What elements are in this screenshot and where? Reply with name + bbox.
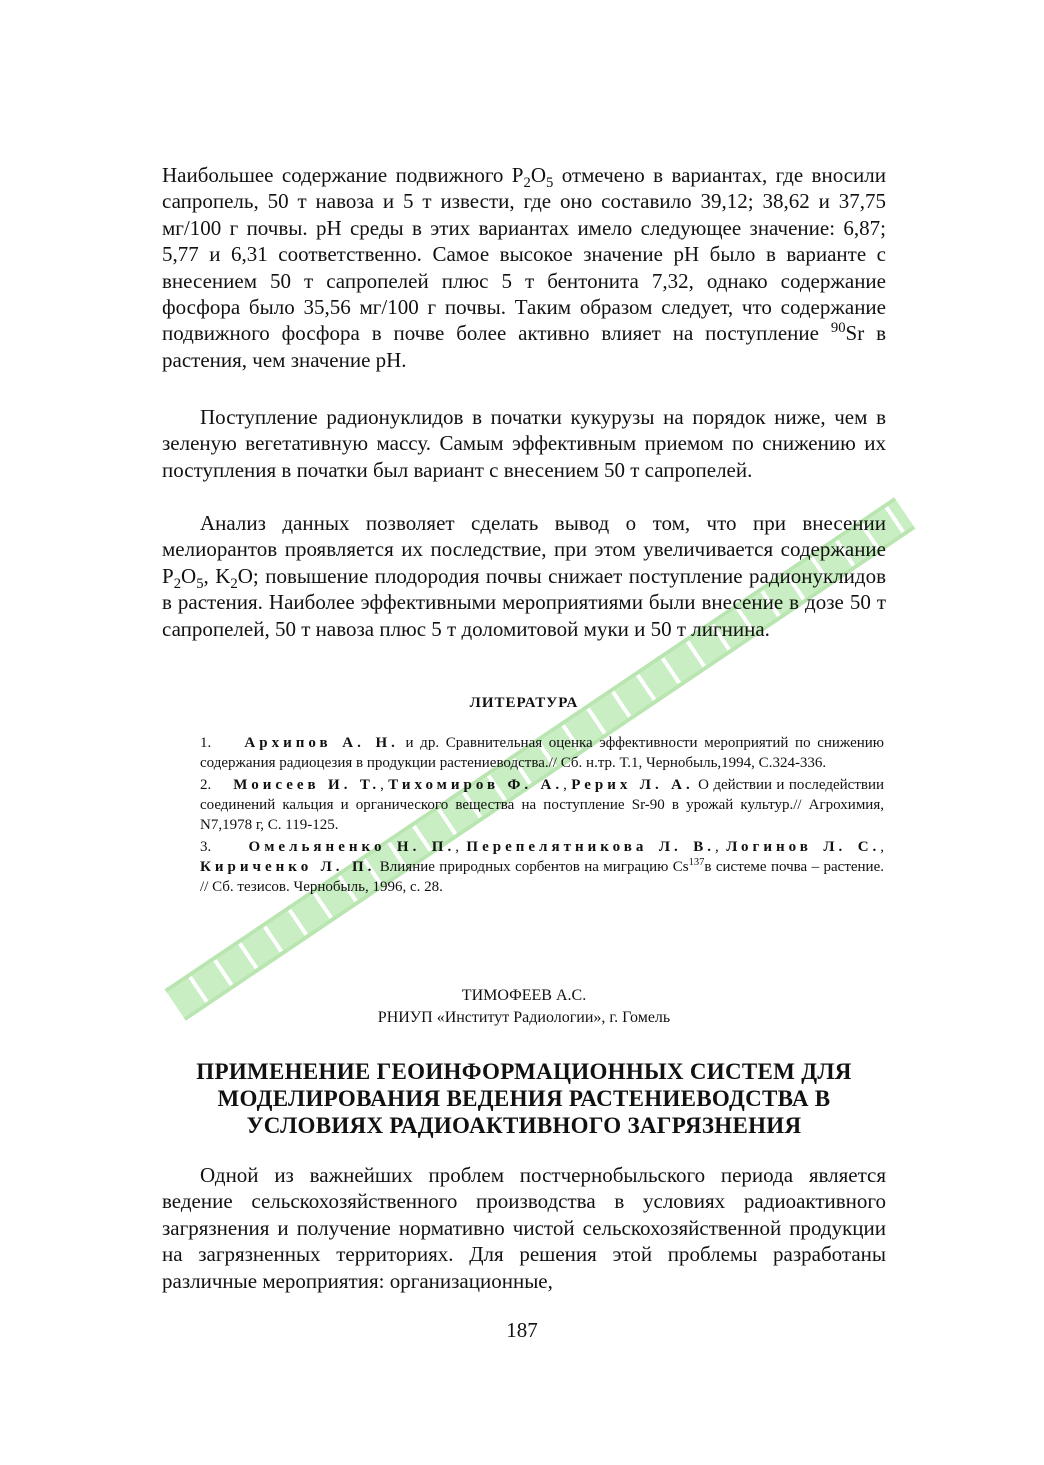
paragraph-2: Поступление радионуклидов в початки кукурузы на порядок ниже, чем в зеленую вегетативную массу. Самым эффективным приемом по снижению их поступления в початки был вариант с внесением 50 т сапропелей. [162,405,886,482]
p3-text-a: Анализ данных позволяет сделать вывод о том, что при внесении мелиорантов проявляется их последствие, при этом увеличивается содержание P [162,511,886,588]
p1-text-b: O [530,163,546,187]
reference-item-2: 2. Моисеев И. Т., Тихомиров Ф. А., Рерих Л. А. О действии и последействии соединений кальция и органического вещества на поступление Sr-90 в урожай культур.// Агрохимия, N7,1978 г, С. 119-125. [200,777,885,833]
author-block [162,985,886,1029]
references-list [200,733,884,899]
p3-sub-5: 5 [196,576,204,592]
references-heading: ЛИТЕРАТУРА [469,695,579,711]
paragraph-4: Одной из важнейших проблем постчернобыльского периода является ведение сельскохозяйственного производства в условиях радиоактивного загрязнения и получение нормативно чистой сельскохозяйственной продукции на загрязненных территориях. Для решения этой проблемы разработаны различные мероприятия: организационные, [162,1163,886,1293]
p1-sub-2: 2 [523,175,531,192]
p3-text-d: O; повышение плодородия почвы снижает поступление радионуклидов в растения. Наиболее эффективными мероприятиями были внесение в дозе 50 т сапропелей, 50 т навоза плюс 5 т доломитовой муки и 50 т лигнина. [162,563,886,641]
p1-text-c: отмечено в вариантах, где вносили сапропель, 50 т навоза и 5 т извести, где оно составило 39,12; 38,62 и 37,75 мг/100 г почвы. pH среды в этих вариантах имело следующее значение: 6,87; 5,77 и 6,31 соответственно. Самое высокое значение pH было в варианте с внесением 50 т сапропелей плюс 5 т бентонита 7,32, однако содержание фосфора было 35,56 мг/100 г почвы. Таким образом следует, что содержание подвижного фосфора в почве более активно влияет на поступление [162,163,887,346]
p3-sub-2: 2 [173,576,182,592]
reference-item-3: 3. Омельяненко Н. П., Перепелятникова Л. В., Логинов Л. С., Кириченко Л. П. Влияние природных сорбентов на миграцию Cs$^{137}$в системе почва – растение. // Сб. тезисов. Чернобыль, 1996, с. 28. [200,839,885,895]
p1-sup-90: 90 [830,320,846,337]
author-affiliation: РНИУП «Институт Радиологии», г. Гомель [377,1009,671,1026]
p3-text-b: O [181,563,197,588]
paragraph-1 [162,162,886,373]
p1-sub-5: 5 [545,175,554,192]
p3-text-c: , K [203,563,231,588]
p3-sub-2b: 2 [230,576,238,592]
page-number: 187 [506,1318,538,1342]
reference-item-1: 1. Архипов А. Н. и др. Сравнительная оценка эффективности мероприятий по снижению содержания радиоцезия в продукции растениеводства.// Сб. н.тр. Т.1, Чернобыль,1994, С.324-336. [200,735,885,771]
article-title: ПРИМЕНЕНИЕ ГЕОИНФОРМАЦИОННЫХ СИСТЕМ ДЛЯ МОДЕЛИРОВАНИЯ ВЕДЕНИЯ РАСТЕНИЕВОДСТВА В УСЛОВИЯХ РАДИОАКТИВНОГО ЗАГРЯЗНЕНИЯ [196,1059,852,1138]
paragraph-3 [162,510,886,642]
author-name: ТИМОФЕЕВ А.С. [461,987,587,1004]
p1-text-d: Sr в растения, чем значение pH. [162,321,886,372]
p1-text-a: Наибольшее содержание подвижного P [162,163,524,187]
